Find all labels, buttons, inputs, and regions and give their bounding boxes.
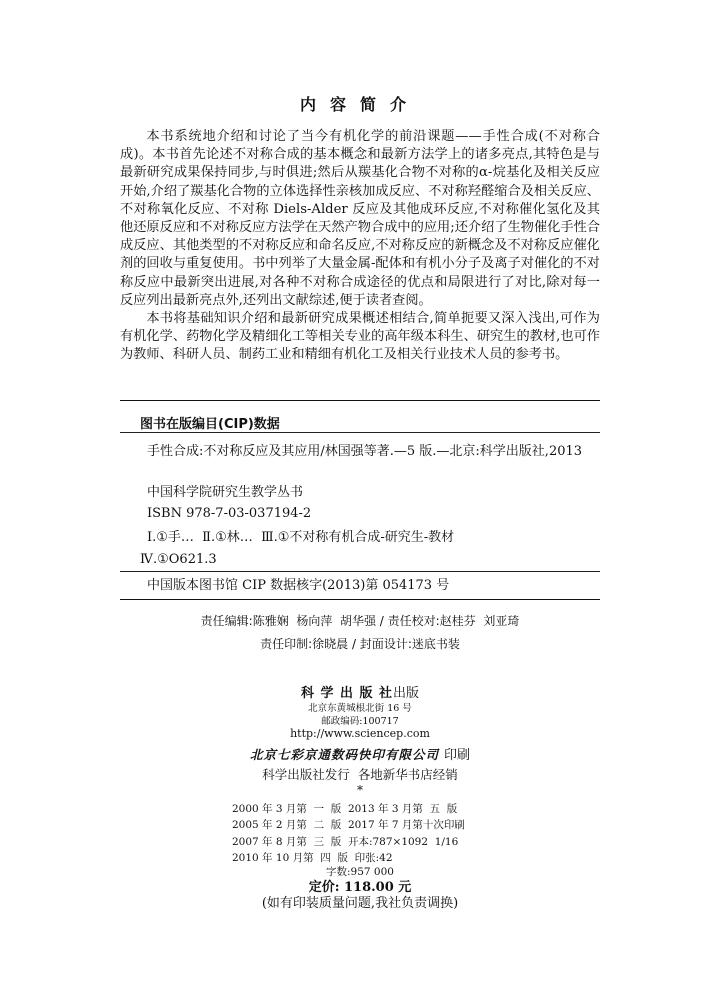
quality-notice: (如有印装质量问题,我社负责调换) [261,896,459,911]
section-heading: 内容简介 [299,95,420,114]
printing-row-1: 2000 年 3 月第 一 版 2013 年 3 月第 五 版 [232,803,458,815]
cip-record-number: 中国版本图书馆 CIP 数据核字(2013)第 054173 号 [147,578,450,593]
publisher-name: 科 学 出 版 社 [300,686,394,701]
printing-row-3: 2007 年 8 月第 三 版 开本:787×1092 1/16 [232,835,459,848]
cip-subjects: Ⅰ.①手… Ⅱ.①林… Ⅲ.①不对称有机合成-研究生-教材 [147,530,455,545]
printing-history [232,801,465,867]
cip-title: 图书在版编目(CIP)数据 [140,417,280,432]
printer-name: 北京七彩京通数码快印有限公司 [249,747,439,762]
publisher-url: http://www.sciencep.com [290,727,430,740]
publisher-address: 北京东黄城根北街 16 号 [308,703,412,714]
price: 定价: 118.00 元 [308,880,412,895]
summary-paragraph-1: 本书系统地介绍和讨论了当今有机化学的前沿课题——手性合成(不对称合成)。本书首先论述不对称合成的基本概念和最新方法学上的诸多亮点,其特色是与最新研究成果保持同步,与时俱进;然后从羰基化合物不对称的α-烷基化及相关反应开始,介绍了羰基化合物的立体选择性亲核加成反应、不对称羟醛缩合及相关反应、不对称氧化反应、不对称 Diels-Alder 反应及其他成环反应,不对称催化氢化及其他还原反应和不对称反应方法学在天然产物合成中的应用;还介绍了生物催化手性合成反应、其他类型的不对称反应和命名反应,不对称反应的新概念及不对称反应催化剂的回收与重复使用。书中列举了大量金属-配体和有机小分子及离子对催化的不对称反应中最新突出进展,对各种不对称合成途径的优点和局限进行了对比,除对每一反应列出最新亮点外,还列出文献综述,便于读者查阅。 [120,129,600,308]
cip-series: 中国科学院研究生教学丛书 [147,485,304,500]
divider-bottom [120,599,600,600]
printing-row-2: 2005 年 2 月第 二 版 2017 年 7 月第十次印刷 [232,819,465,832]
divider-top [120,400,600,401]
cip-main-entry: 手性合成:不对称反应及其应用/林国强等著.—5 版.—北京:科学出版社,2013 [147,444,583,459]
cip-isbn: ISBN 978-7-03-037194-2 [147,506,312,521]
book-summary [120,128,600,365]
printing-row-4: 2010 年 10 月第 四 版 印张:42 [232,852,393,865]
distribution-line: 科学出版社发行 各地新华书店经销 [262,767,458,782]
divider-cip [120,432,600,433]
printer-suffix: 印刷 [444,748,471,763]
publisher-suffix: 出版 [393,686,420,701]
divider-cip-record [120,571,600,572]
word-count: 字数:957 000 [326,866,394,878]
printer-line [0,744,720,763]
production-credits: 责任印制:徐晓晨 / 封面设计:迷底书装 [260,637,460,651]
publisher-line [0,682,720,701]
cip-classification: Ⅳ.①O621.3 [140,552,217,567]
separator-star: * [357,783,363,797]
publisher-postcode: 邮政编码:100717 [321,716,399,727]
editor-credits: 责任编辑:陈雅娴 杨向萍 胡华强 / 责任校对:赵桂芬 刘亚琦 [200,614,520,628]
summary-paragraph-2: 本书将基础知识介绍和最新研究成果概述相结合,简单扼要又深入浅出,可作为有机化学、药物化学及精细化工等相关专业的高年级本科生、研究生的教材,也可作为教师、科研人员、制药工业和精细有机化工及相关行业技术人员的参考书。 [120,311,600,363]
